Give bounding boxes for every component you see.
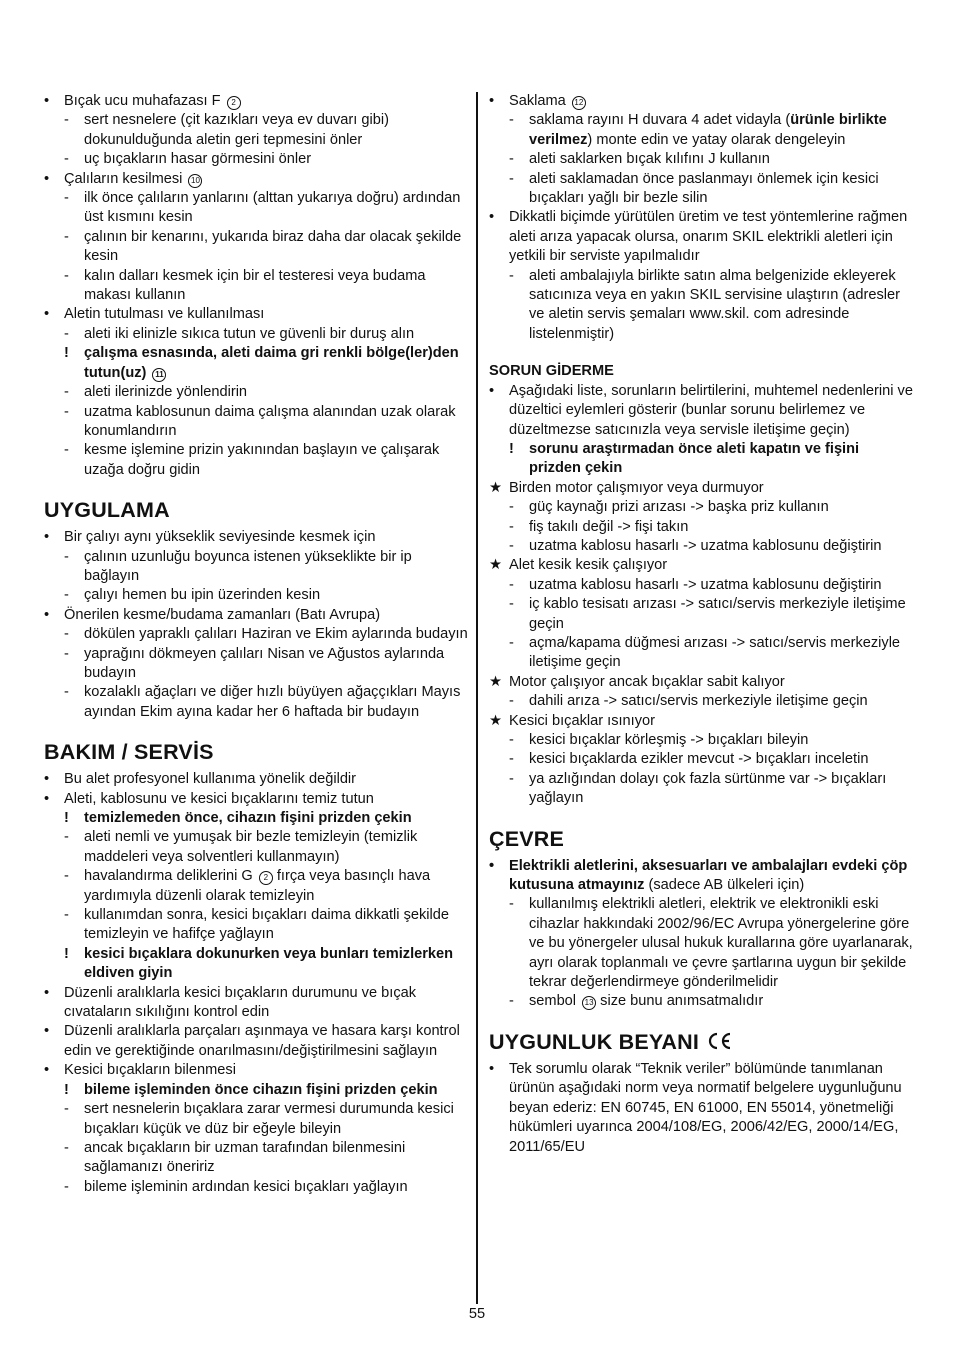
- list-marker: ★: [489, 712, 503, 729]
- list-marker: -: [64, 384, 69, 401]
- sub-item: [44, 150, 468, 169]
- list-marker: -: [509, 151, 514, 168]
- item-text: Dikkatli biçimde yürütülen üretim ve test yöntemlerine rağmen aleti arıza yapacak olursa, onarım SKIL elektrikli aletleri için yetkili bir serviste yapılmalıdır: [509, 209, 908, 265]
- list-marker: -: [64, 907, 69, 924]
- sub-item: [44, 828, 468, 867]
- sub-item: [489, 150, 913, 169]
- item-text: Kesici bıçaklar ısınıyor: [509, 712, 655, 729]
- bullet-item: [489, 208, 913, 266]
- item-text: ancak bıçakların bir uzman tarafından bilenmesini sağlamanızı öneririz: [84, 1139, 406, 1176]
- list-marker: ★: [489, 557, 503, 574]
- bullet-item: [44, 790, 468, 809]
- item-text: sorunu araştırmadan önce aleti kapatın ve fişini prizden çekin: [529, 440, 860, 477]
- list-marker: !: [64, 1081, 69, 1098]
- sub-item: [44, 267, 468, 306]
- item-text: Aleti, kablosunu ve kesici bıçaklarını temiz tutun: [64, 790, 374, 807]
- bullet-item: [44, 1061, 468, 1080]
- sub-item: [489, 267, 913, 345]
- item-text: yaprağını dökmeyen çalıları Nisan ve Ağustos aylarında budayın: [84, 645, 445, 681]
- list-marker: •: [44, 529, 50, 546]
- item-text: çalının bir kenarını, yukarıda biraz daha dar olacak şekilde kesin: [84, 228, 462, 265]
- list-marker: -: [64, 684, 69, 701]
- item-text: uzatma kablosu hasarlı -> uzatma kablosunu değiştirin: [529, 537, 882, 554]
- item-text: Kesici bıçakların bilenmesi: [64, 1062, 236, 1079]
- item-text: Elektrikli aletlerini, aksesuarları ve ambalajları evdeki çöp kutusuna atmayınız (sadece AB ülkeleri için): [509, 857, 908, 894]
- list-marker: ★: [489, 673, 503, 690]
- item-text: Tek sorumlu olarak “Teknik veriler” bölümünde tanımlanan ürünün aşağıdaki norm veya normatif belgelere uygunluğunu beyan ederiz: EN 60745, EN 61000, EN 55014, yönetmeliği hükümleri uyarınca 2004/108/EG, 2006/42/EG, 2000/14/EG, 2011/65/EU: [509, 1060, 902, 1155]
- right-intro-list: [489, 92, 913, 344]
- item-text: uzatma kablosu hasarlı -> uzatma kablosunu değiştirin: [529, 576, 882, 593]
- sub-item: [489, 111, 913, 150]
- list-marker: -: [509, 112, 514, 129]
- list-marker: -: [509, 576, 514, 593]
- sub-item: [489, 895, 913, 992]
- list-marker: -: [64, 112, 69, 129]
- warning-item: [44, 945, 468, 984]
- list-marker: -: [64, 228, 69, 245]
- list-marker: -: [64, 151, 69, 168]
- sub-item: [489, 634, 913, 673]
- list-marker: -: [64, 442, 69, 459]
- list-marker: •: [489, 857, 495, 874]
- list-marker: -: [509, 896, 514, 913]
- list-marker: -: [64, 587, 69, 604]
- list-marker: -: [64, 626, 69, 643]
- item-text: bileme işleminden önce cihazın fişini prizden çekin: [84, 1081, 438, 1098]
- sub-item: [44, 586, 468, 605]
- left-column: [44, 92, 468, 1197]
- list-marker: •: [44, 93, 50, 109]
- sub-item: [44, 645, 468, 684]
- item-text: kullanılmış elektrikli aletleri, elektrik ve elektronikli eski cihazlar hakkındaki 2002/96/EC Avrupa yönergelerine göre ve bu yönergeler ulusal hukuk kurallarına göre uyarlanarak, ayrı olarak toplanmalı ve çevre şartlarına uygun bir şekilde tekrar değerlendirmeye gönderilmelidir: [529, 896, 913, 991]
- item-text: güç kaynağı prizi arızası -> başka priz kullanın: [529, 499, 829, 516]
- item-text: Düzenli aralıklarla parçaları aşınmaya ve hasara karşı kontrol edin ve gerektiğinde onarılmasını/değiştirilmesini sağlayın: [64, 1023, 460, 1059]
- item-text: temizlemeden önce, cihazın fişini prizden çekin: [84, 810, 412, 826]
- section-title-bakim-servis: BAKIM / SERVİS: [44, 740, 214, 765]
- list-marker: !: [64, 945, 69, 962]
- right-column: [489, 92, 913, 1157]
- sub-item: [44, 1100, 468, 1139]
- item-text: Aletin tutulması ve kullanılması: [64, 306, 265, 323]
- section-title-cevre: ÇEVRE: [489, 826, 565, 851]
- sub-item: [489, 170, 913, 209]
- bullet-item: [489, 92, 913, 111]
- sub-item: [44, 867, 468, 906]
- list-marker: -: [509, 518, 514, 535]
- ce-mark-icon: [705, 1031, 733, 1051]
- bakim-list: [44, 770, 468, 1197]
- item-text: çalının uzunluğu boyunca istenen yükseklikte bir ip bağlayın: [84, 548, 412, 584]
- list-marker: -: [509, 693, 514, 710]
- warning-item: [489, 440, 913, 479]
- item-text: çalıyı hemen bu ipin üzerinden kesin: [84, 587, 321, 604]
- symptom-item: [489, 712, 913, 731]
- list-marker: -: [64, 829, 69, 846]
- list-marker: -: [509, 770, 514, 787]
- section-title-uygulama: UYGULAMA: [44, 498, 170, 523]
- list-marker: -: [509, 634, 514, 651]
- section-title-sorun-giderme: SORUN GİDERME: [489, 363, 614, 380]
- list-marker: -: [509, 170, 514, 187]
- item-text: sembol 13 size bunu anımsatmalıdır: [529, 993, 764, 1010]
- item-text: Önerilen kesme/budama zamanları (Batı Avrupa): [64, 606, 381, 623]
- bullet-item: [489, 857, 913, 896]
- list-marker: -: [64, 1178, 69, 1195]
- warning-item: [44, 1081, 468, 1100]
- list-marker: -: [64, 1101, 69, 1118]
- item-text: fiş takılı değil -> fişi takın: [529, 518, 689, 535]
- list-marker: -: [509, 537, 514, 554]
- figure-ref-circle: 11: [152, 368, 166, 382]
- list-marker: -: [64, 548, 69, 565]
- page-number: 55: [468, 1306, 486, 1322]
- list-marker: •: [489, 1060, 495, 1077]
- column-divider: [476, 92, 478, 1304]
- item-text: aleti saklarken bıçak kılıfını J kullanın: [529, 151, 770, 168]
- sorun-list: [489, 382, 913, 809]
- item-text: Motor çalışıyor ancak bıçaklar sabit kalıyor: [509, 673, 785, 690]
- symptom-item: [489, 673, 913, 692]
- symptom-item: [489, 556, 913, 575]
- bullet-item: [489, 382, 913, 440]
- item-text: Birden motor çalışmıyor veya durmuyor: [509, 479, 764, 496]
- figure-ref-circle: 12: [572, 96, 586, 110]
- sub-item: [489, 731, 913, 750]
- item-text: aleti saklamadan önce paslanmayı önlemek için kesici bıçakları yağlı bir bezle silin: [529, 170, 879, 207]
- item-text: bileme işleminin ardından kesici bıçakları yağlayın: [84, 1178, 408, 1195]
- item-text: ilk önce çalıların yanlarını (alttan yukarıya doğru) ardından üst kısmını kesin: [84, 190, 461, 226]
- item-text: Bu alet profesyonel kullanıma yönelik değildir: [64, 771, 357, 788]
- sub-item: [44, 1139, 468, 1178]
- item-text: uzatma kablosunun daima çalışma alanından uzak olarak konumlandırın: [84, 403, 456, 439]
- sub-item: [44, 189, 468, 228]
- sub-item: [489, 518, 913, 537]
- list-marker: -: [509, 596, 514, 613]
- item-text: uç bıçakların hasar görmesini önler: [84, 151, 312, 168]
- figure-ref-circle: 2: [227, 96, 241, 110]
- list-marker: -: [509, 267, 514, 284]
- list-marker: •: [44, 984, 50, 1001]
- item-text: ya azlığından dolayı çok fazla sürtünme var -> bıçakları yağlayın: [529, 770, 887, 807]
- bullet-item: [44, 770, 468, 789]
- item-text: dökülen yapraklı çalıları Haziran ve Ekim aylarında budayın: [84, 626, 468, 643]
- item-text: havalandırma deliklerini G 2 fırça veya basınçlı hava yardımıyla düzenli olarak temizleyin: [84, 868, 431, 904]
- sub-item: [44, 228, 468, 267]
- sub-item: [489, 498, 913, 517]
- list-marker: •: [44, 790, 50, 807]
- item-text: Bir çalıyı aynı yükseklik seviyesinde kesmek için: [64, 529, 376, 546]
- bullet-item: [44, 606, 468, 625]
- list-marker: -: [509, 993, 514, 1010]
- list-marker: -: [509, 499, 514, 516]
- item-text: iç kablo tesisatı arızası -> satıcı/servis merkeziyle iletişime geçin: [529, 596, 906, 632]
- bullet-item: [44, 170, 468, 189]
- figure-ref-circle: 10: [188, 174, 202, 188]
- figure-ref-circle: 13: [582, 996, 596, 1010]
- list-marker: -: [64, 403, 69, 420]
- list-marker: •: [44, 1062, 50, 1079]
- item-text: Saklama 12: [509, 93, 586, 109]
- sub-item: [44, 625, 468, 644]
- list-marker: -: [64, 190, 69, 207]
- sub-item: [44, 548, 468, 587]
- item-text: aleti nemli ve yumuşak bir bezle temizleyin (temizlik maddeleri veya solventleri kullanmayın): [84, 829, 418, 865]
- list-marker: •: [489, 209, 495, 226]
- item-text: Düzenli aralıklarla kesici bıçakların durumunu ve bıçak cıvataların sıkılığını kontrol edin: [64, 984, 417, 1021]
- sub-item: [489, 750, 913, 769]
- sub-item: [489, 576, 913, 595]
- sub-item: [489, 770, 913, 809]
- item-text: kullanımdan sonra, kesici bıçakları daima dikkatli şekilde temizleyin ve hafifçe yağlayın: [84, 907, 450, 943]
- bullet-item: [44, 1022, 468, 1061]
- uygulama-list: [44, 528, 468, 722]
- sub-item: [489, 595, 913, 634]
- list-marker: -: [509, 751, 514, 768]
- list-marker: •: [44, 1023, 50, 1040]
- symptom-item: [489, 479, 913, 498]
- item-text: aleti ilerinizde yönlendirin: [84, 384, 248, 401]
- item-text: kalın dalları kesmek için bir el testeresi veya budama makası kullanın: [84, 267, 426, 304]
- list-marker: -: [509, 732, 514, 748]
- item-text: kesme işlemine prizin yakınından başlayın ve çalışarak uzağa doğru gidin: [84, 442, 440, 478]
- item-text: sert nesnelere (çit kazıkları veya ev duvarı gibi) dokunulduğunda aletin geri tepmesini önler: [84, 112, 389, 148]
- bullet-item: [44, 305, 468, 324]
- item-text: Alet kesik kesik çalışıyor: [509, 557, 668, 574]
- item-text: aleti ambalajıyla birlikte satın alma belgenizide ekleyerek satıcınıza veya en yakın SKIL servisine ulaştırın (adresler ve aletin servis şemaları www.skil. com adresinde listelenmiştir): [529, 267, 900, 342]
- list-marker: •: [44, 771, 50, 788]
- list-marker: -: [64, 868, 69, 885]
- item-text: kesici bıçaklar körleşmiş -> bıçakları bileyin: [529, 732, 809, 748]
- item-text: Bıçak ucu muhafazası F 2: [64, 93, 241, 109]
- sub-item: [44, 111, 468, 150]
- item-text: kesici bıçaklara dokunurken veya bunları temizlerken eldiven giyin: [84, 945, 454, 982]
- figure-ref-circle: 2: [259, 871, 273, 885]
- list-marker: !: [509, 440, 514, 457]
- list-marker: -: [64, 267, 69, 284]
- item-text: dahili arıza -> satıcı/servis merkeziyle iletişime geçin: [529, 693, 868, 710]
- item-text: aleti iki elinizle sıkıca tutun ve güvenli bir duruş alın: [84, 325, 415, 342]
- sub-item: [44, 906, 468, 945]
- sub-item: [44, 683, 468, 722]
- list-marker: -: [64, 325, 69, 342]
- sub-item: [44, 383, 468, 402]
- item-text: açma/kapama düğmesi arızası -> satıcı/servis merkeziyle iletişime geçin: [529, 634, 901, 671]
- bullet-item: [44, 984, 468, 1023]
- sub-item: [489, 692, 913, 711]
- section-title-uygunluk: [489, 1030, 913, 1054]
- bullet-item: [44, 92, 468, 111]
- list-marker: -: [64, 1139, 69, 1156]
- list-marker: !: [64, 810, 69, 826]
- list-marker: •: [489, 93, 495, 109]
- item-text: kesici bıçaklarda ezikler mevcut -> bıçakları inceletin: [529, 751, 869, 768]
- sub-item: [489, 537, 913, 556]
- sub-item: [44, 1178, 468, 1197]
- list-marker: •: [44, 170, 50, 187]
- sub-item: [44, 325, 468, 344]
- sub-item: [489, 992, 913, 1011]
- item-text: Aşağıdaki liste, sorunların belirtilerini, muhtemel nedenlerini ve düzeltici eylemleri gösterir (bunlar sorunu belirlemez ve düzeltmezse satıcınızla veya servisle iletişime geçin): [509, 382, 913, 438]
- item-text: çalışma esnasında, aleti daima gri renkli bölge(ler)den tutun(uz) 11: [84, 345, 459, 381]
- list-marker: •: [489, 382, 495, 399]
- uygunluk-list: [489, 1060, 913, 1157]
- list-marker: -: [64, 645, 69, 662]
- bullet-item: [489, 1060, 913, 1157]
- warning-item: [44, 809, 468, 828]
- item-text: kozalaklı ağaçları ve diğer hızlı büyüyen ağaççıkları Mayıs ayından Ekim ayına kadar her 6 haftada bir budayın: [84, 684, 461, 720]
- left-intro-list: [44, 92, 468, 480]
- list-marker: ★: [489, 479, 503, 496]
- item-text: saklama rayını H duvara 4 adet vidayla (ürünle birlikte verilmez) monte edin ve yatay olarak dengeleyin: [529, 112, 887, 148]
- sub-item: [44, 403, 468, 442]
- bullet-item: [44, 528, 468, 547]
- cevre-list: [489, 857, 913, 1012]
- item-text: sert nesnelerin bıçaklara zarar vermesi durumunda kesici bıçakları küçük ve düz bir eğeyle bileyin: [84, 1101, 454, 1137]
- list-marker: •: [44, 306, 50, 323]
- sub-item: [44, 441, 468, 480]
- item-text: Çalıların kesilmesi 10: [64, 171, 202, 187]
- list-marker: •: [44, 606, 50, 623]
- warning-item: [44, 344, 468, 383]
- uygunluk-title-text: UYGUNLUK BEYANI: [489, 1029, 700, 1054]
- list-marker: !: [64, 345, 69, 362]
